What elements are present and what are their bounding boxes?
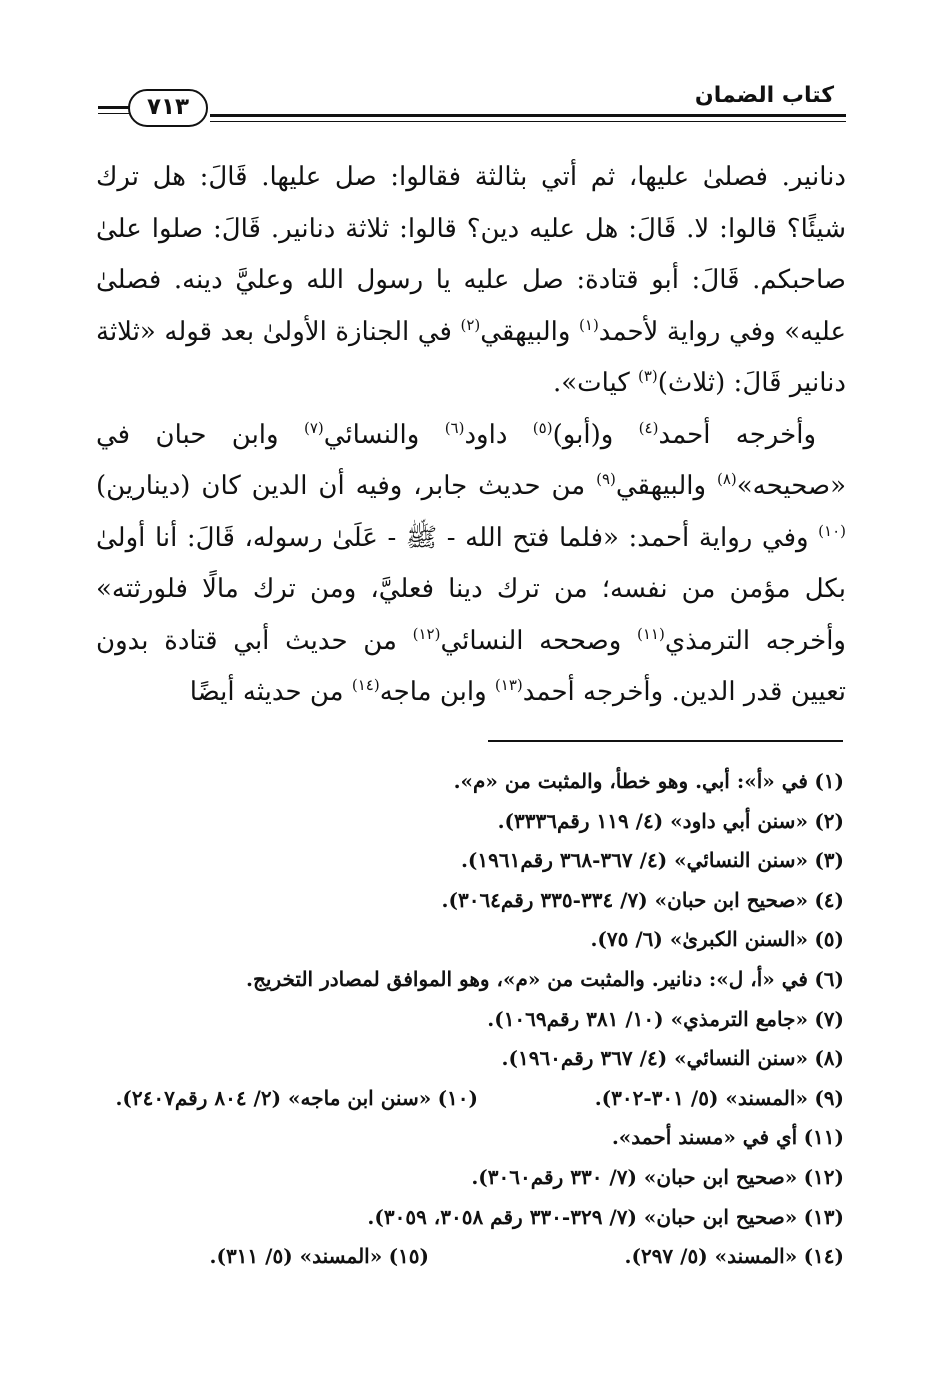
footnote-text: «المسند» (٥/ ٣١١). [209,1244,383,1269]
main-text [96,152,846,719]
footnote-ref: (١٢) [412,624,441,643]
footnote-15 [210,1237,430,1277]
footnote-text: «المسند» (٥/ ٣٠١-٣٠٢). [594,1085,808,1110]
text-run: والبيهقي [615,471,717,501]
text-run: وصححه النسائي [440,625,637,656]
footnote-text: في «أ»: أبي. وهو خطأ، والمثبت من «م». [453,769,808,793]
footnote-14 [625,1237,845,1277]
footnote-text: «جامع الترمذي» (١٠/ ٣٨١ رقم١٠٦٩). [487,1006,808,1031]
footnote-8 [84,1039,844,1079]
footnote-text: «السنن الكبرىٰ» (٦/ ٧٥). [590,927,808,952]
text-run: وابن حبان في «صحيحه» [96,419,847,501]
footnote-text: «سنن أبي داود» (٤/ ١١٩ رقم٣٣٣٦). [497,808,808,833]
page-number-badge: ٧١٣ [128,89,208,127]
footnote-text: في «أ، ل»: دنانير. والمثبت من «م»، وهو الموافق لمصادر التخريج. [246,966,808,991]
footnote-number: (١٠) [437,1085,478,1110]
footnote-ref: (٦) [444,418,465,437]
text-run: في الجنازة الأولىٰ بعد قوله «ثلاثة دنانير قَالَ: (ثلاث) [96,316,846,398]
paragraph-1 [96,152,846,410]
footnote-ref: (١١) [637,624,665,643]
footnote-5 [84,920,844,960]
footnote-separator [488,740,843,742]
footnote-6 [84,960,844,1000]
footnote-ref: (٩) [596,470,616,488]
text-run: وابن ماجه [379,677,495,707]
footnote-number: (٦) [814,966,844,991]
footnote-number: (١٢) [803,1164,844,1189]
text-run: داود [464,419,533,450]
header-rule-left-thick [98,106,130,109]
text-run: والبيهقي [480,316,580,347]
footnote-number: (٩) [814,1085,844,1110]
text-run: من حديث جابر، وفيه أن الدين كان (دينارين) [96,471,597,501]
text-run: دنانير. فصلىٰ عليها، ثم أتي بثالثة فقالوا: صل عليها. قَالَ: هل ترك شيئًا؟ قالوا: لا. قَالَ: هل عليه دين؟ قالوا: ثلاثة دنانير. قَالَ: صلوا علىٰ صاحبكم. قَالَ: أبو قتادة: صل عليه يا رسول الله وعليَّ دينه. فصلىٰ عليه» وفي رواية لأحمد [96,162,847,347]
header-rule-right-thick [210,114,846,117]
footnote-9 [595,1079,844,1119]
footnote-line-14-15 [84,1237,844,1277]
footnote-ref: (٣) [638,367,658,385]
header-rule-left-thin [98,113,130,114]
footnote-11 [84,1118,844,1158]
footnote-number: (٢) [814,808,844,833]
footnote-ref: (٢) [460,315,481,334]
footnote-number: (٣) [814,848,844,873]
running-header-title: كتاب الضمان [694,83,834,108]
footnote-number: (١٤) [803,1244,844,1269]
footnote-text: «صحيح ابن حبان» (٧/ ٣٣٠ رقم٣٠٦٠). [471,1164,798,1189]
footnote-number: (٤) [814,887,844,912]
footnote-text: «سنن ابن ماجه» (٢/ ٨٠٤ رقم٢٤٠٧). [115,1085,432,1110]
footnote-number: (١) [814,769,844,793]
footnote-text: أي في «مسند أحمد». [611,1125,798,1150]
text-run: وفي رواية أحمد: «فلما فتح الله - ﷺ - عَلَىٰ رسوله، قَالَ: أنا أولىٰ بكل مؤمن من نفسه؛ من ترك دينا فعليَّ، ومن ترك مالًا فلورثته» وأخرجه الترمذي [96,522,846,656]
footnote-4 [84,881,844,921]
footnote-3 [84,841,844,881]
text-run: والنسائي [323,419,445,450]
footnote-7 [84,1000,844,1040]
footnote-text: «سنن النسائي» (٤/ ٣٦٧-٣٦٨ رقم١٩٦١). [460,848,808,873]
text-run: و(أبو) [552,419,639,450]
footnote-1 [84,762,844,802]
footnote-number: (٥) [814,927,844,952]
text-run: وأخرجه أحمد [658,419,817,450]
text-run: من حديث أبي قتادة بدون تعيين قدر الدين. وأخرجه أحمد [96,625,846,707]
text-run: كيات». [552,368,638,398]
footnote-number: (٨) [814,1046,844,1071]
paragraph-2 [96,410,846,719]
header-rule-right-thin [210,121,846,122]
footnote-number: (١٣) [803,1204,844,1229]
footnote-ref: (٧) [303,418,324,437]
footnote-ref: (١٠) [818,521,846,540]
footnote-ref: (١٣) [494,676,523,694]
footnote-number: (١٥) [388,1244,429,1269]
footnote-ref: (٤) [638,418,659,437]
footnotes [84,762,844,1277]
footnote-number: (٧) [814,1006,844,1031]
footnote-ref: (١) [579,315,599,334]
footnote-ref: (١٤) [351,676,380,694]
footnote-line-9-10 [84,1079,844,1119]
footnote-number: (١١) [803,1125,844,1150]
footnote-ref: (٥) [532,418,553,437]
footnote-text: «صحيح ابن حبان» (٧/ ٣٢٩-٣٣٠ رقم ٣٠٥٨، ٣٠٥٩). [367,1204,798,1229]
footnote-text: «سنن النسائي» (٤/ ٣٦٧ رقم١٩٦٠). [501,1046,808,1071]
footnote-13 [84,1198,844,1238]
text-run: من حديثه أيضًا [189,677,352,707]
footnote-2 [84,802,844,842]
footnote-12 [84,1158,844,1198]
footnote-text: «المسند» (٥/ ٢٩٧). [624,1244,798,1269]
footnote-10 [115,1079,478,1119]
footnote-ref: (٨) [716,470,737,488]
footnote-text: «صحيح ابن حبان» (٧/ ٣٣٤-٣٣٥ رقم٣٠٦٤). [441,887,808,912]
